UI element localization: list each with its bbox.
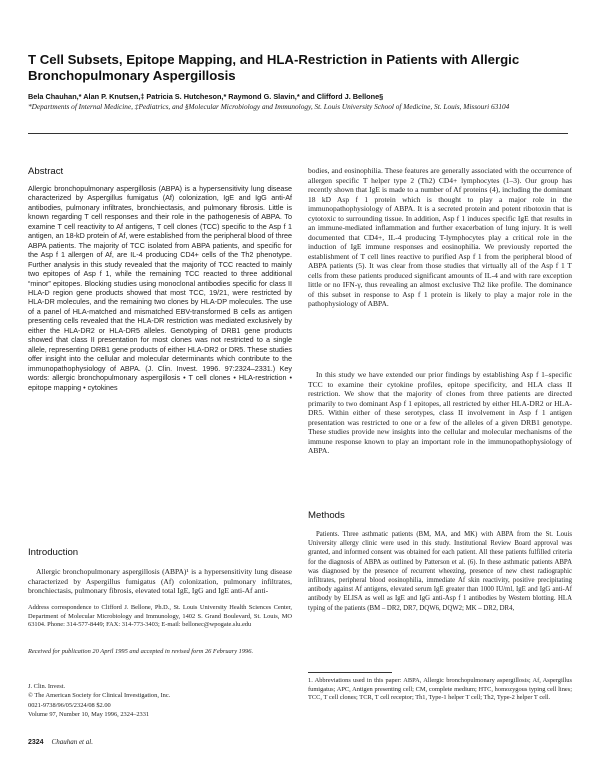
copyright-line: © The American Society for Clinical Investigation, Inc. [28, 692, 171, 700]
methods-text: Patients. Three asthmatic patients (BM, MA, and MK) with ABPA from the St. Louis University allergy clinic were used in this study. Institutional Review Board approval was granted, and informed consent was obtained for each patient. All these patients fulfilled criteria for the diagnosis of ABPA as outlined by Patterson et al. (6). In these asthmatic patients ABPA was diagnosed by the presence of recurrent wheezing, presence of new chest radiographic infiltrates, peripheral blood eosinophilia, immediate Af skin reactivity, positive precipitating antibody against Af antigens, elevated serum IgE greater than 1000 IU/ml, IgE and IgG anti-Af antibody by ELISA as well as IgE and IgG anti-Asp f 1 antibodies by Western blotting. HLA typing of the patients (BM – DR2, DR7, DQW6, DQW2; MK – DR2, DR4, [308, 531, 572, 612]
journal-abbrev: J. Clin. Invest. [28, 683, 66, 690]
author-list: Bela Chauhan,* Alan P. Knutsen,‡ Patricia S. Hutcheson,* Raymond G. Slavin,* and Clifford J. Bellone§ [28, 92, 384, 101]
page-number: 2324 [28, 739, 44, 746]
issn-line: 0021-9738/96/05/2324/08 $2.00 [28, 701, 111, 709]
header-rule [28, 133, 568, 134]
running-head: Chauhan et al. [51, 738, 93, 746]
intro-continued-para-2: In this study we have extended our prior findings by establishing Asp f 1–specific TCC to examine their cytokine profiles, epitope specificity, and HLA class II restriction. We show that the majority of clones from three patients are directed primarily to two dominant Asp f 1 epitopes, all restricted by either HLA-DR2 or HLA-DR5. Within either of these serotypes, class II involvement in Asp f 1 antigen presentation was restricted to one or a few of the alleles of a given DRB1 genotype. These studies provide new insights into the cellular and molecular mechanisms of the immune response known to play an important role in the immunopathophysiology of ABPA. [308, 370, 572, 455]
abstract-heading: Abstract [28, 166, 64, 177]
copyright-block [28, 682, 292, 719]
abstract-text: Allergic bronchopulmonary aspergillosis (ABPA) is a hypersensitivity lung disease characterized by Aspergillus fumigatus (Af) colonization, IgE and IgG anti-Af antibodies, pulmonary infiltrates, bronchiectasis, and pulmonary fibrosis. Little is known regarding T cell responses and their role in the pathogenesis of ABPA. To examine T cell reactivity to Af antigens, T cell clones (TCC) specific to the Asp f 1 antigen, an 18-kD protein of Af, were established from the peripheral blood of three ABPA patients. The majority of TCC isolated from ABPA patients, and specific for the Asp f 1 allergen of Af, are IL-4 producing CD4+ cells of the Th2 phenotype. Further analysis in this study revealed that the majority of TCC reacted to mainly two epitopes of Asp f 1, while the remaining TCC reacted to three additional “minor” epitopes. Blocking studies using monoclonal antibodies specific for class II HLA-D region gene products showed that most TCC, 19/21, were restricted by HLA-DR molecules, and the remaining two clones by HLA-DP molecules. The use of a panel of HLA-matched and mismatched EBV-transformed B cells as antigen presenting cells revealed that the HLA-DR restriction was mediated exclusively by either the HLA-DR2 or HLA-DR5 alleles. Genotyping of DRB1 gene products showed that class II presentation for most clones was not restricted to a single allele, representing DRB1 gene products of either HLA-DR2 or DR5. These studies offer insight into the cellular and molecular determinants which contribute to the immunopathophysiology of ABPA. (J. Clin. Invest. 1996. 97:2324–2331.) Key words: allergic bronchopulmonary aspergillosis • T cell clones • HLA-restriction • epitope mapping • cytokines [28, 184, 292, 392]
received-note: Received for publication 20 April 1995 and accepted in revised form 26 February 1996. [28, 648, 254, 655]
introduction-text: Allergic bronchopulmonary aspergillosis (ABPA)¹ is a hypersensitivity lung disease characterized by Aspergillus fumigatus (Af) colonization, pulmonary infiltrates, bronchiectasis, pulmonary fibrosis, elevated total IgE, IgG and IgE anti-Af anti- [28, 567, 292, 595]
affiliation: *Departments of Internal Medicine, ‡Pediatrics, and §Molecular Microbiology and Immunology, St. Louis University School of Medicine, St. Louis, Missouri 63104 [28, 102, 510, 111]
intro-continued-para-1: bodies, and eosinophilia. These features are generally associated with the occurrence of allergen specific T helper type 2 (Th2) CD4+ lymphocytes (1–3). Our group has recently shown that IgE is made to a number of Af proteins (4), including the dominant 18 kD Asp f 1 protein which is thought to play a major role in the immunopathophysiology of ABPA. It is a secreted protein and potent ribotoxin that is cytotoxic to surrounding tissue. In addition, Asp f 1 induces specific IgE that results in an immune-mediated inflammation and further exacerbation of lung injury. It is well documented that CD4+, IL-4 producing T-lymphocytes play a critical role in the induction of IgE immune responses and eosinophilia. We previously reported the establishment of T cell lines reactive to purified Asp f 1 from the peripheral blood of ABPA patients (5). It was clear from those studies that virtually all of the Asp f 1 T cells from these patients produced significant amounts of IL-4 and with rare exception little or no IFN-γ, thus revealing an almost exclusive Th2 like profile. The dominance of this subset in response to Asp f 1 protein is likely to play a major role in the pathophysiology of ABPA. [308, 166, 572, 308]
correspondence-note: Address correspondence to Clifford J. Bellone, Ph.D., St. Louis University Health Sciences Center, Department of Molecular Microbiology and Immunology, 1402 S. Grand Boulevard, St. Louis, MO 63104. Phone: 314-577-8449; FAX: 314-773-3403; E-mail: bellonec@wpogate.slu.edu [28, 604, 292, 629]
methods-heading: Methods [308, 510, 345, 521]
footnote-rule [308, 672, 392, 673]
abbreviations-footnote: 1. Abbreviations used in this paper: ABPA, Allergic bronchopulmonary aspergillosis; Af, Aspergillus fumigatus; APC, Antigen presenting cell; CM, complete medium; HTC, homozygous typing cell lines; TCC, T cell clones; TCR, T cell receptor; Th1, Type-1 helper T cell; Th2, Type-2 helper T cell. [308, 677, 572, 702]
article-title: T Cell Subsets, Epitope Mapping, and HLA-Restriction in Patients with Allergic Bronchopulmonary Aspergillosis [28, 52, 520, 83]
page-footer [28, 738, 93, 746]
introduction-heading: Introduction [28, 547, 79, 558]
volume-line: Volume 97, Number 10, May 1996, 2324–2331 [28, 710, 150, 718]
